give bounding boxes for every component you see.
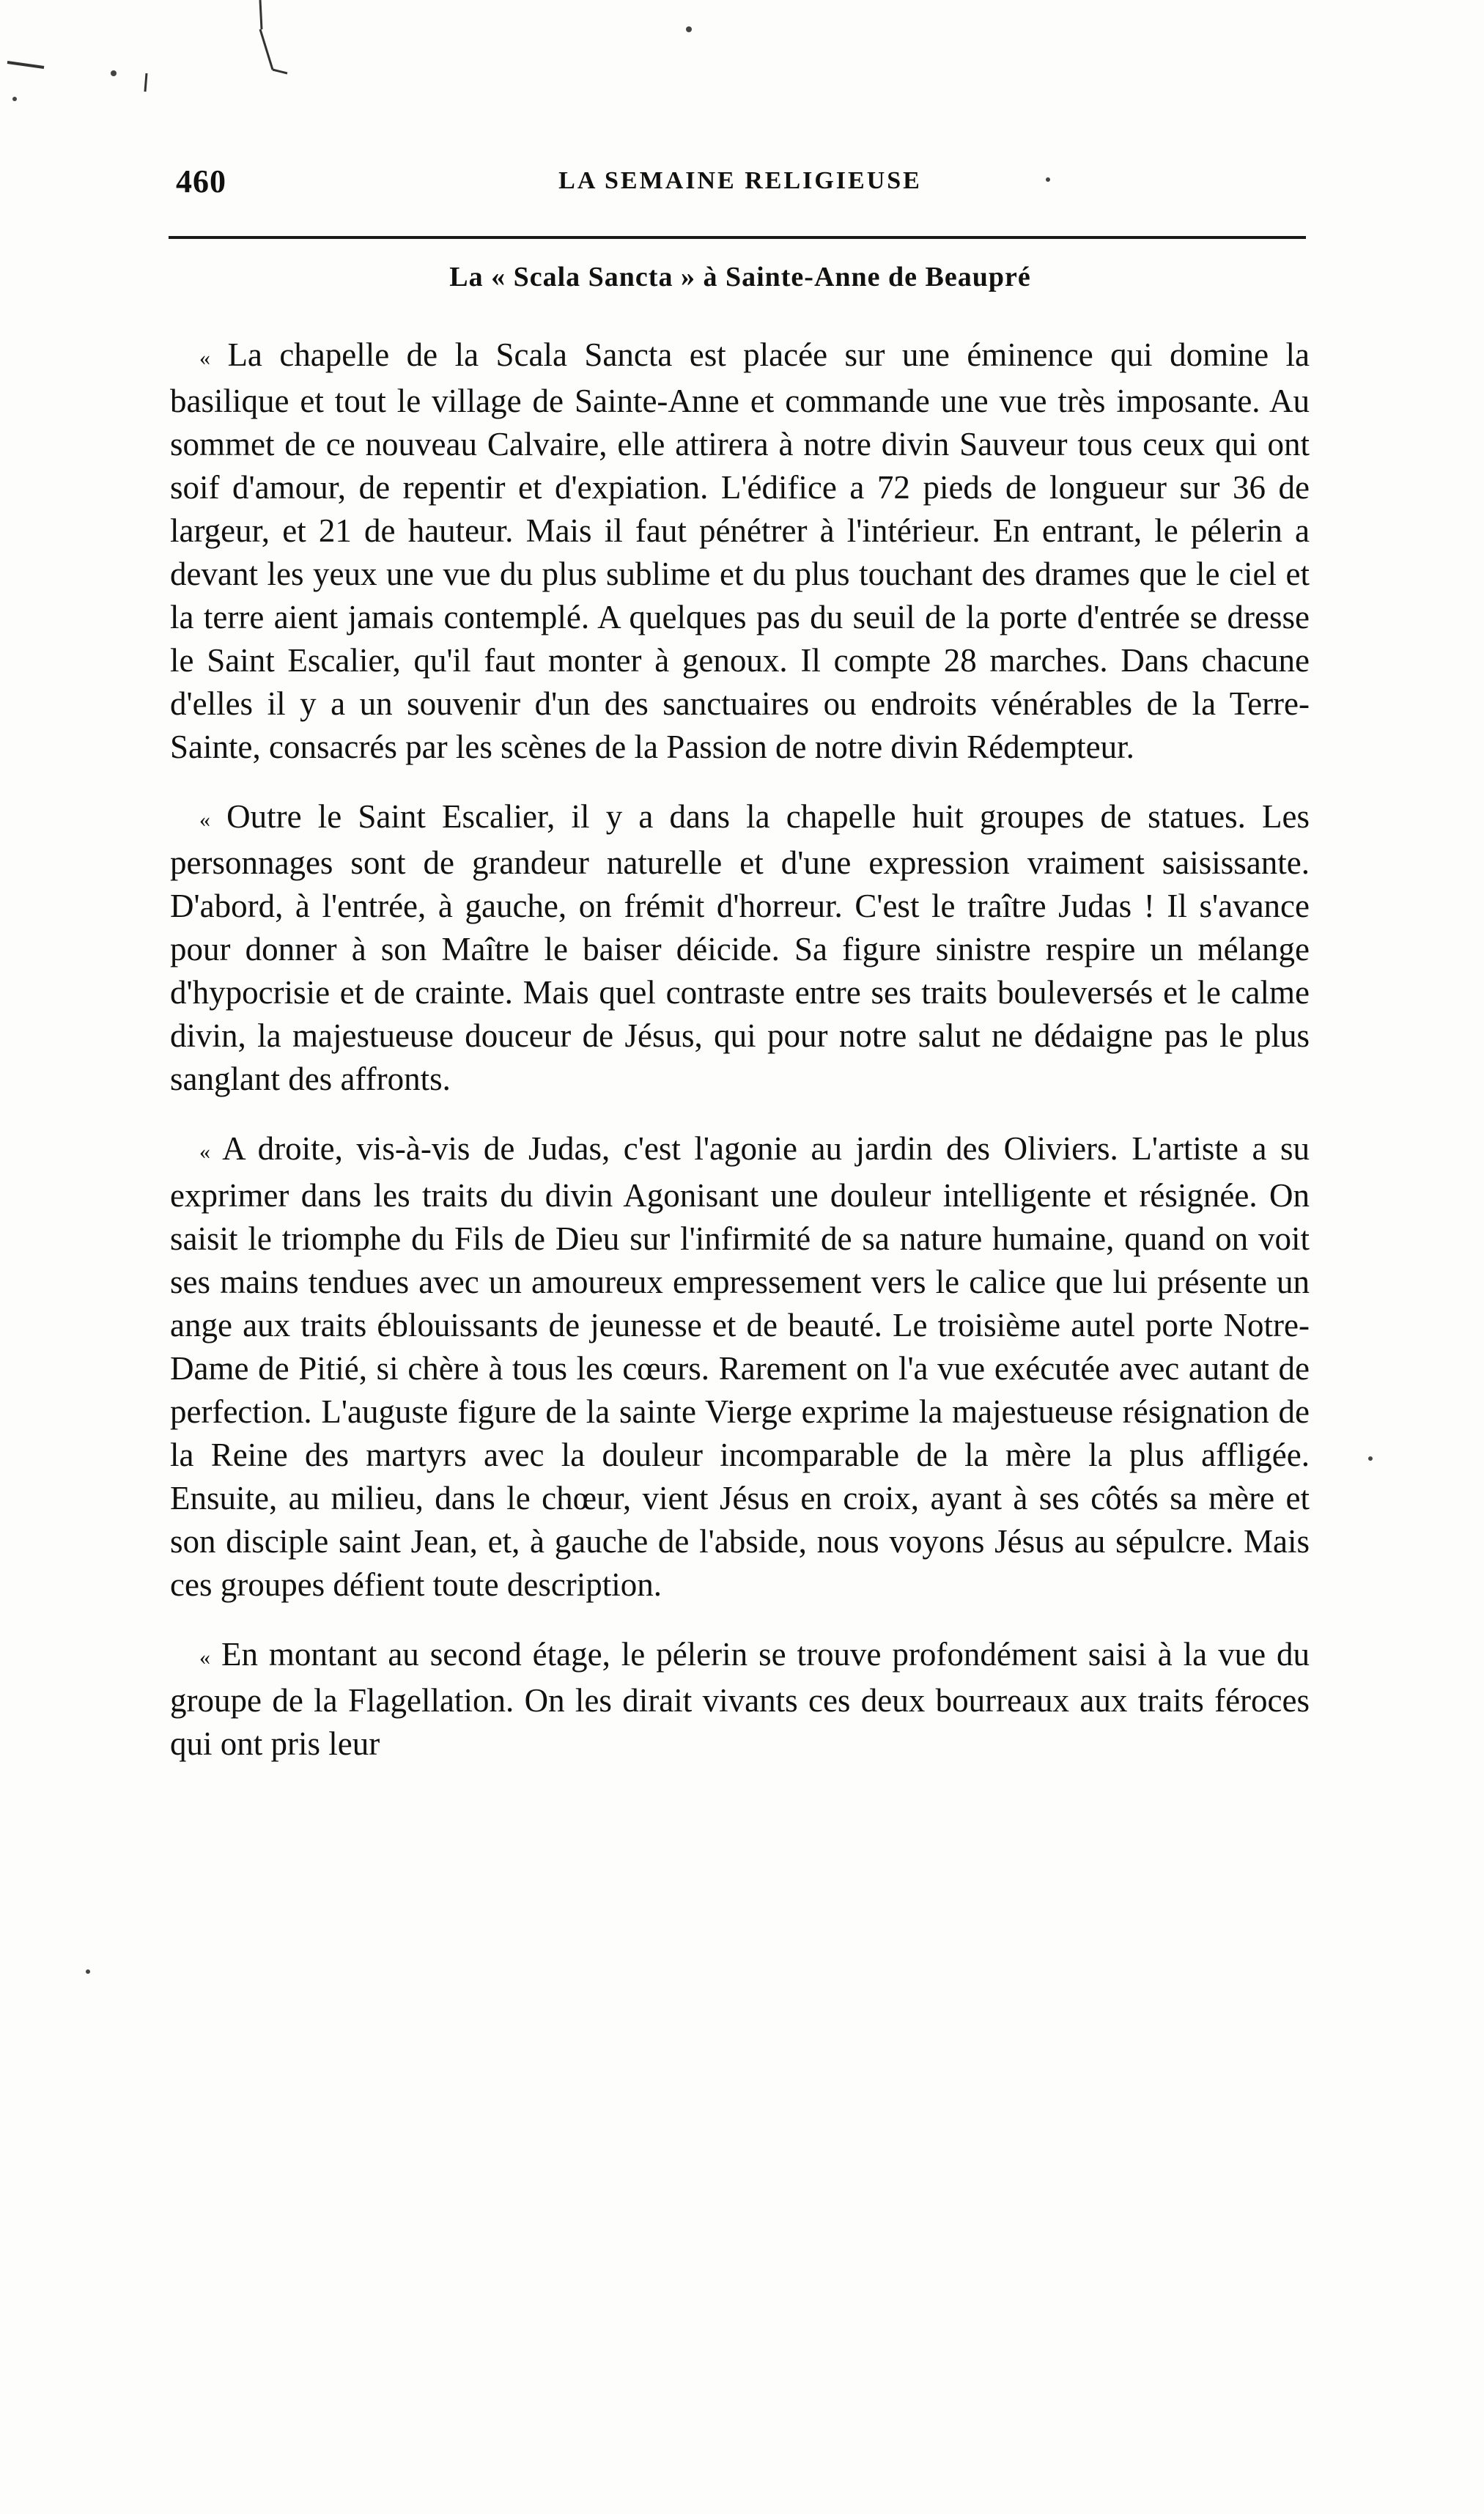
paragraph bbox=[170, 1127, 1310, 1606]
paragraph bbox=[170, 1633, 1310, 1766]
paragraph-text: La chapelle de la Scala Sancta est placée sur une éminence qui domine la basilique et tout le village de Sainte-Anne et commande une vue très imposante. Au sommet de ce nouveau Calvaire, elle attirera à notre divin Sauveur tous ceux qui ont soif d'amour, de repentir et d'expiation. L'édifice a 72 pieds de longueur sur 36 de largeur, et 21 de hauteur. Mais il faut pénétrer à l'intérieur. En entrant, le pélerin a devant les yeux une vue du plus sublime et du plus touchant des drames que le ciel et la terre aient jamais contemplé. A quelques pas du seuil de la porte d'entrée se dresse le Saint Escalier, qu'il faut monter à genoux. Il compte 28 marches. Dans chacune d'elles il y a un souvenir d'un des sanctuaires ou endroits vénérables de la Terre-Sainte, consacrés par les scènes de la Passion de notre divin Rédempteur. bbox=[170, 336, 1310, 766]
paragraph-text: A droite, vis-à-vis de Judas, c'est l'agonie au jardin des Oliviers. L'artiste a su exprimer dans les traits du divin Agonisant une douleur intelligente et résignée. On saisit le triomphe du Fils de Dieu sur l'infirmité de sa nature humaine, quand on voit ses mains tendues avec un amoureux empressement vers le calice que lui présente un ange aux traits éblouissants de jeunesse et de beauté. Le troisième autel porte Notre-Dame de Pitié, si chère à tous les cœurs. Rarement on l'a vue exécutée avec autant de perfection. L'auguste figure de la sainte Vierge exprime la majestueuse résignation de la Reine des martyrs avec la douleur incomparable de la mère la plus affligée. Ensuite, au milieu, dans le chœur, vient Jésus en croix, ayant à ses côtés sa mère et son disciple saint Jean, et, à gauche de l'abside, nous voyons Jésus au sépulcre. Mais ces groupes défient toute description. bbox=[170, 1130, 1310, 1603]
article-body bbox=[170, 333, 1310, 1766]
section-title: La « Scala Sancta » à Sainte-Anne de Beaupré bbox=[449, 262, 1031, 292]
quote-mark: « bbox=[199, 346, 210, 371]
paragraph bbox=[170, 333, 1310, 769]
quote-mark: « bbox=[199, 1645, 210, 1670]
page-header bbox=[176, 163, 1304, 214]
paragraph bbox=[170, 795, 1310, 1101]
quote-mark: « bbox=[199, 808, 210, 833]
running-title: LA SEMAINE RELIGIEUSE bbox=[558, 167, 922, 194]
paragraph-text: En montant au second étage, le pélerin se trouve profondément saisi à la vue du groupe de la Flagellation. On les dirait vivants ces deux bourreaux aux traits féroces qui ont pris leur bbox=[170, 1635, 1310, 1762]
header-rule bbox=[169, 236, 1306, 239]
paragraph-text: Outre le Saint Escalier, il y a dans la chapelle huit groupes de statues. Les personnages sont de grandeur naturelle et d'une expression vraiment saisissante. D'abord, à l'entrée, à gauche, on frémit d'horreur. C'est le traître Judas ! Il s'avance pour donner à son Maître le baiser déicide. Sa figure sinistre respire un mélange d'hypocrisie et de crainte. Mais quel contraste entre ses traits bouleversés et le calme divin, la majestueuse douceur de Jésus, qui pour notre salut ne dédaigne pas le plus sanglant des affronts. bbox=[170, 798, 1310, 1098]
page-number: 460 bbox=[176, 163, 226, 199]
quote-mark: « bbox=[199, 1140, 210, 1165]
